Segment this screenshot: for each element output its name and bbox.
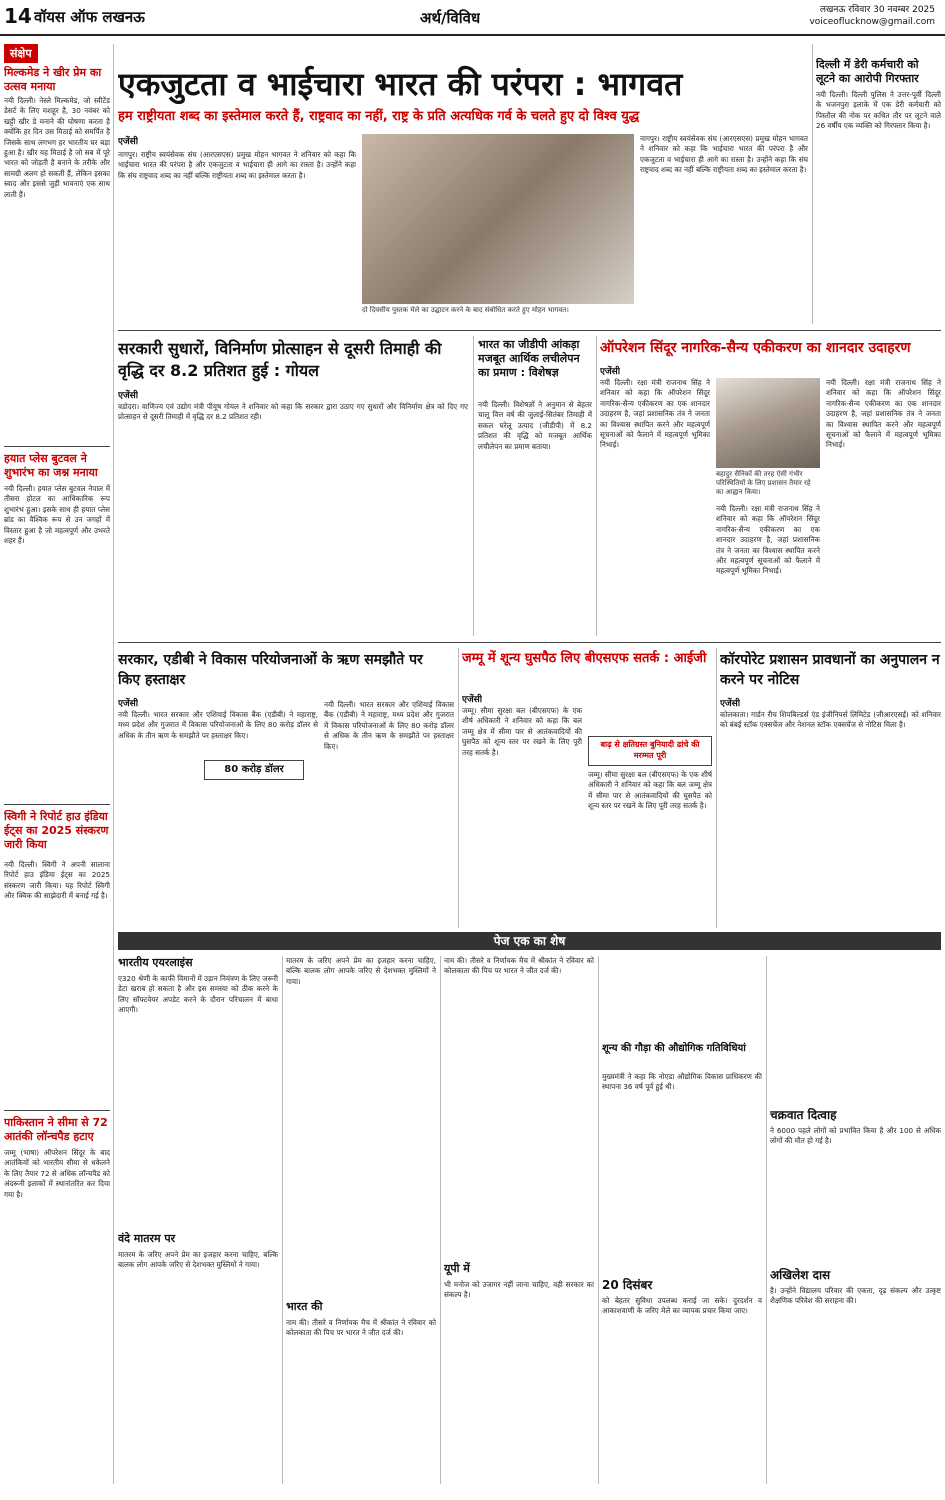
column-rule bbox=[440, 956, 441, 1484]
bsf-body-continued: जम्मू। सीमा सुरक्षा बल (बीएसएफ) के एक शीर्ष अधिकारी ने शनिवार को कहा कि बल जम्मू क्षेत्र में सीमा पार से आतंकवादियों की घुसपैठ को शून्य स्तर पर रखने के लिए पूरी तरह सतर्क है। bbox=[588, 770, 712, 811]
bsf-pullquote: बाढ़ से क्षतिग्रस्त बुनियादी ढांचे की मरम्मत पूरी bbox=[588, 736, 712, 766]
gdp-body: वडोदरा। वाणिज्य एवं उद्योग मंत्री पीयूष गोयल ने शनिवार को कहा कि सरकार द्वारा उठाए गए सुधारों और विनिर्माण क्षेत्र को दिए गए प्रोत्साहन से दूसरी तिमाही में वृद्धि दर 8.2 प्रतिशत रही। bbox=[118, 402, 468, 422]
publication-name: वॉयस ऑफ लखनऊ bbox=[34, 8, 145, 26]
continued-headline: चक्रवात दित्वाह bbox=[770, 1108, 837, 1122]
lead-body-continued: नागपुर। राष्ट्रीय स्वयंसेवक संघ (आरएसएस) प्रमुख मोहन भागवत ने शनिवार को कहा कि भाईचारा भारत की परंपरा है और एकजुटता व भाईचारा ही आगे का रास्ता है। उन्होंने कहा कि संघ राष्ट्रवाद शब्द का नहीं बल्कि राष्ट्रीयता शब्द का इस्तेमाल करता है। bbox=[640, 134, 808, 175]
date-block bbox=[809, 4, 935, 28]
bsf-body: जम्मू। सीमा सुरक्षा बल (बीएसएफ) के एक शीर्ष अधिकारी ने शनिवार को कहा कि बल जम्मू क्षेत्र में सीमा पार से आतंकवादियों की घुसपैठ को शून्य स्तर पर रखने के लिए पूरी तरह सतर्क है। bbox=[462, 706, 582, 757]
sindoor-body-continued: नयी दिल्ली। रक्षा मंत्री राजनाथ सिंह ने शनिवार को कहा कि ऑपरेशन सिंदूर नागरिक-सैन्य एकीकरण का एक शानदार उदाहरण है, जहां प्रशासनिक तंत्र ने जनता का विश्वास स्थापित करने और महत्वपूर्ण सूचनाओं को फैलाने में महत्वपूर्ण भूमिका निभाई। bbox=[716, 504, 820, 576]
column-rule bbox=[716, 648, 717, 928]
sidebar-briefs bbox=[4, 44, 110, 1484]
continued-headline: अखिलेश दास bbox=[770, 1268, 831, 1282]
contact-email: voiceoflucknow@gmail.com bbox=[809, 17, 935, 27]
continued-body: मातरम के जरिए अपने प्रेम का इजहार करना चाहिए, बल्कि बालक लोग आपके जरिए से देशभक्त मुस्लिमों ने गाया। bbox=[286, 956, 436, 986]
adb-headline: सरकार, एडीबी ने विकास परियोजनाओं के ऋण समझौते पर किए हस्ताक्षर bbox=[118, 652, 423, 688]
corporate-headline: कॉरपोरेट प्रशासन प्रावधानों का अनुपालन न करने पर नोटिस bbox=[720, 652, 940, 688]
adb-byline: एजेंसी bbox=[118, 699, 139, 709]
brief-body: जम्मू (भाषा) ऑपरेशन सिंदूर के बाद आतंकियों को भारतीय सीमा से धकेलने के लिए तैयार 72 से अधिक लॉन्चपैड को अंदरूनी इलाकों में स्थानांतरित कर दिया गया है। bbox=[4, 1148, 110, 1199]
continued-body: है। उन्होंने विद्यालय परिवार की एकता, दृढ़ संकल्प और उत्कृष्ट शैक्षणिक परिवेश की सराहना की। bbox=[770, 1286, 941, 1306]
divider bbox=[118, 330, 941, 331]
brief-body: नयी दिल्ली। नेस्ले मिल्कमेड, जो स्वीटेंड डेसर्ट के लिए मशहूर है, 30 नवंबर को खट्टी खीर डे मनाने की घोषणा करता है क्योंकि हर दिन उस मिठाई को समर्पित है जिसके साथ लगभग हर भारतीय घर बड़ा हुआ है। खीर यह मिठाई है जो सब में पूरे भारत को जोड़ती है बनाने के तरीके और सामग्री अलग हो सकती हैं, लेकिन इसका स्वाद और इससे जुड़ी भावनाएं एक साथ लाती हैं। bbox=[4, 96, 110, 199]
delhi-body: नयी दिल्ली। दिल्ली पुलिस ने उत्तर-पूर्वी दिल्ली के भजनपुरा इलाके में एक डेरी कर्मचारी को पिस्तौल की नोक पर कथित तौर पर लूटने वाले 26 वर्षीय एक व्यक्ति को गिरफ्तार किया है। bbox=[816, 90, 941, 131]
gdp-byline: एजेंसी bbox=[118, 391, 139, 401]
section-name: अर्थ/विविध bbox=[420, 9, 481, 27]
lead-byline: एजेंसी bbox=[118, 137, 139, 147]
adb-amount-badge: 80 करोड़ डॉलर bbox=[204, 760, 304, 780]
sindoor-photo bbox=[716, 378, 820, 468]
continued-body: मातरम के जरिए अपने प्रेम का इजहार करना चाहिए, बल्कि बालक लोग आपके जरिए से देशभक्त मुस्लिमों ने गाया। bbox=[118, 1250, 278, 1270]
column-rule bbox=[473, 336, 474, 636]
continued-headline: भारतीय एयरलाइंस bbox=[118, 956, 193, 969]
continued-body: नाम की। तीसरे व निर्णायक मैच में श्रीकांत ने रविवार को कोलकाता की पिच पर भारत ने जीत दर्ज की। bbox=[444, 956, 594, 976]
continued-body: ए320 श्रेणी के काफी विमानों में उड़ान नियंत्रण के लिए जरूरी डेटा खराब हो सकता है और इस समस्या को ठीक करने के लिए सॉफ्टवेयर अपडेट करने के दौरान परिचालन में बाधा आएगी। bbox=[118, 974, 278, 1015]
continued-body: भी मनोज को उजागर नहीं जाना चाहिए, वही सरकार का संकल्प है। bbox=[444, 1280, 594, 1300]
expert-body: नयी दिल्ली। विशेषज्ञों ने अनुमान से बेहतर चालू वित्त वर्ष की जुलाई-सितंबर तिमाही में सकल घरेलू उत्पाद (जीडीपी) में 8.2 प्रतिशत की वृद्धि को मजबूत आर्थिक लचीलेपन का प्रमाण बताया। bbox=[478, 400, 592, 451]
brief-body: नयी दिल्ली। स्विगी ने अपनी सालाना रिपोर्ट हाउ इंडिया ईट्स का 2025 संस्करण जारी किया। यह रिपोर्ट स्विगी और क्विक की साझेदारी में बनाई गई है। bbox=[4, 860, 110, 901]
column-rule bbox=[282, 956, 283, 1484]
column-rule bbox=[596, 336, 597, 636]
column-rule bbox=[113, 44, 114, 1484]
divider bbox=[4, 1110, 110, 1111]
expert-headline: भारत का जीडीपी आंकड़ा मजबूत आर्थिक लचीलेपन का प्रमाण : विशेषज्ञ bbox=[478, 338, 580, 379]
brief-headline: स्विगी ने रिपोर्ट हाउ इंडिया ईट्स का 2025 संस्करण जारी किया bbox=[4, 810, 109, 851]
divider bbox=[118, 642, 941, 643]
lead-photo-caption: दो दिवसीय पुस्तक मेले का उद्घाटन करने के बाद संबोधित करते हुए मोहन भागवत। bbox=[362, 306, 569, 314]
brief-body: नयी दिल्ली। हयात प्लेस बुटवल नेपाल में तीसरा होटल का आधिकारिक रूप शुभारंभ हुआ। इसके साथ ही हयात प्लेस ब्रांड का वैश्विक रूप से उन जगहों में विस्तार हुआ है जो महत्वपूर्ण और उभरते शहर हैं। bbox=[4, 484, 110, 546]
delhi-headline: दिल्ली में डेरी कर्मचारी को लूटने का आरोपी गिरफ्तार bbox=[816, 58, 919, 85]
lead-photo bbox=[362, 134, 634, 304]
column-rule bbox=[766, 956, 767, 1484]
continued-body: मुख्यमंत्री ने कहा कि नोएडा औद्योगिक विकास प्राधिकरण की स्थापना 36 वर्ष पूर्व हुई थी। bbox=[602, 1072, 762, 1092]
bsf-headline: जम्मू में शून्य घुसपैठ लिए बीएसएफ सतर्क : आईजी bbox=[462, 651, 707, 666]
sidebar-tag: संक्षेप bbox=[4, 44, 38, 63]
divider bbox=[4, 446, 110, 447]
brief-headline: पाकिस्तान ने सीमा से 72 आतंकी लॉन्चपैड हटाए bbox=[4, 1116, 108, 1143]
bsf-byline: एजेंसी bbox=[462, 695, 483, 705]
continued-body: नाम की। तीसरे व निर्णायक मैच में श्रीकांत ने रविवार को कोलकाता की पिच पर भारत ने जीत दर्ज की। bbox=[286, 1318, 436, 1338]
sindoor-body: नयी दिल्ली। रक्षा मंत्री राजनाथ सिंह ने शनिवार को कहा कि ऑपरेशन सिंदूर नागरिक-सैन्य एकीकरण का एक शानदार उदाहरण है, जहां प्रशासनिक तंत्र ने जनता का विश्वास स्थापित करने और महत्वपूर्ण सूचनाओं को फैलाने में महत्वपूर्ण भूमिका निभाई। bbox=[600, 378, 710, 450]
sindoor-photo-caption: बहादुर सैनिकों की तरह ऐसी गंभीर परिस्थितियों के लिए प्रशासन तैयार रहे का आह्वान किया। bbox=[716, 470, 811, 496]
column-rule bbox=[598, 956, 599, 1484]
continued-headline: 20 दिसंबर bbox=[602, 1278, 653, 1292]
sindoor-byline: एजेंसी bbox=[600, 367, 621, 377]
column-rule bbox=[458, 648, 459, 928]
continued-headline: यूपी में bbox=[444, 1262, 470, 1275]
continued-headline: शून्य की गौड़ा की औद्योगिक गतिविधियां bbox=[602, 1043, 746, 1054]
edition-date: लखनऊ रविवार 30 नवम्बर 2025 bbox=[819, 5, 935, 15]
adb-body: नयी दिल्ली। भारत सरकार और एशियाई विकास बैंक (एडीबी) ने महाराष्ट्र, मध्य प्रदेश और गुजरात में विकास परियोजनाओं के लिए 80 करोड़ डॉलर से अधिक के तीन ऋण के समझौते पर हस्ताक्षर किए। bbox=[118, 710, 318, 740]
lead-headline: एकजुटता व भाईचारा भारत की परंपरा : भागवत bbox=[118, 65, 683, 103]
sindoor-headline: ऑपरेशन सिंदूर नागरिक-सैन्य एकीकरण का शानदार उदाहरण bbox=[600, 340, 911, 356]
lead-body: नागपुर। राष्ट्रीय स्वयंसेवक संघ (आरएसएस) प्रमुख मोहन भागवत ने शनिवार को कहा कि भाईचारा भारत की परंपरा है और एकजुटता व भाईचारा ही आगे का रास्ता है। उन्होंने कहा कि संघ राष्ट्रवाद शब्द का नहीं बल्कि राष्ट्रीयता शब्द का इस्तेमाल करता है। bbox=[118, 150, 356, 180]
divider bbox=[4, 804, 110, 805]
brief-headline: मिल्कमेड ने खीर प्रेम का उत्सव मनाया bbox=[4, 66, 102, 93]
masthead bbox=[0, 0, 945, 36]
adb-body-continued: नयी दिल्ली। भारत सरकार और एशियाई विकास बैंक (एडीबी) ने महाराष्ट्र, मध्य प्रदेश और गुजरात में विकास परियोजनाओं के लिए 80 करोड़ डॉलर से अधिक के तीन ऋण के समझौते पर हस्ताक्षर किए। bbox=[324, 700, 454, 751]
continued-body: को बेहतर सुविधा उपलब्ध कराई जा सके। दुरदर्शन व आकाशवाणी के जरिए मेले का व्यापक प्रचार किया जाए। bbox=[602, 1296, 762, 1316]
column-rule bbox=[812, 44, 813, 324]
sindoor-body-continued: नयी दिल्ली। रक्षा मंत्री राजनाथ सिंह ने शनिवार को कहा कि ऑपरेशन सिंदूर नागरिक-सैन्य एकीकरण का एक शानदार उदाहरण है, जहां प्रशासनिक तंत्र ने जनता का विश्वास स्थापित करने और महत्वपूर्ण सूचनाओं को फैलाने में महत्वपूर्ण भूमिका निभाई। bbox=[826, 378, 941, 450]
continued-body: ने 6000 पहले लोगों को प्रभावित किया है और 100 से अधिक लोगों की मौत हो गई है। bbox=[770, 1126, 941, 1146]
page-number: 14 bbox=[4, 4, 32, 28]
brief-headline: हयात प्लेस बुटवल ने शुभारंभ का जश्न मनाया bbox=[4, 452, 98, 479]
corporate-body: कोलकाता। गार्डन रीच शिपबिल्डर्स एंड इंजीनियर्स लिमिटेड (जीआरएसई) को शनिवार को बंबई स्टॉक एक्सचेंज और नेशनल स्टॉक एक्सचेंज से नोटिस मिला है। bbox=[720, 710, 941, 730]
continued-headline: भारत की bbox=[286, 1300, 323, 1313]
lead-subheadline: हम राष्ट्रीयता शब्द का इस्तेमाल करते हैं, राष्ट्रवाद का नहीं, राष्ट्र के प्रति अत्यधिक गर्व के चलते हुए दो विश्व युद्ध bbox=[118, 109, 640, 124]
continued-banner: पेज एक का शेष bbox=[118, 932, 941, 950]
corporate-byline: एजेंसी bbox=[720, 699, 741, 709]
gdp-headline: सरकारी सुधारों, विनिर्माण प्रोत्साहन से दूसरी तिमाही की वृद्धि दर 8.2 प्रतिशत हुई : गोयल bbox=[118, 339, 442, 380]
continued-headline: वंदे मातरम पर bbox=[118, 1232, 176, 1245]
